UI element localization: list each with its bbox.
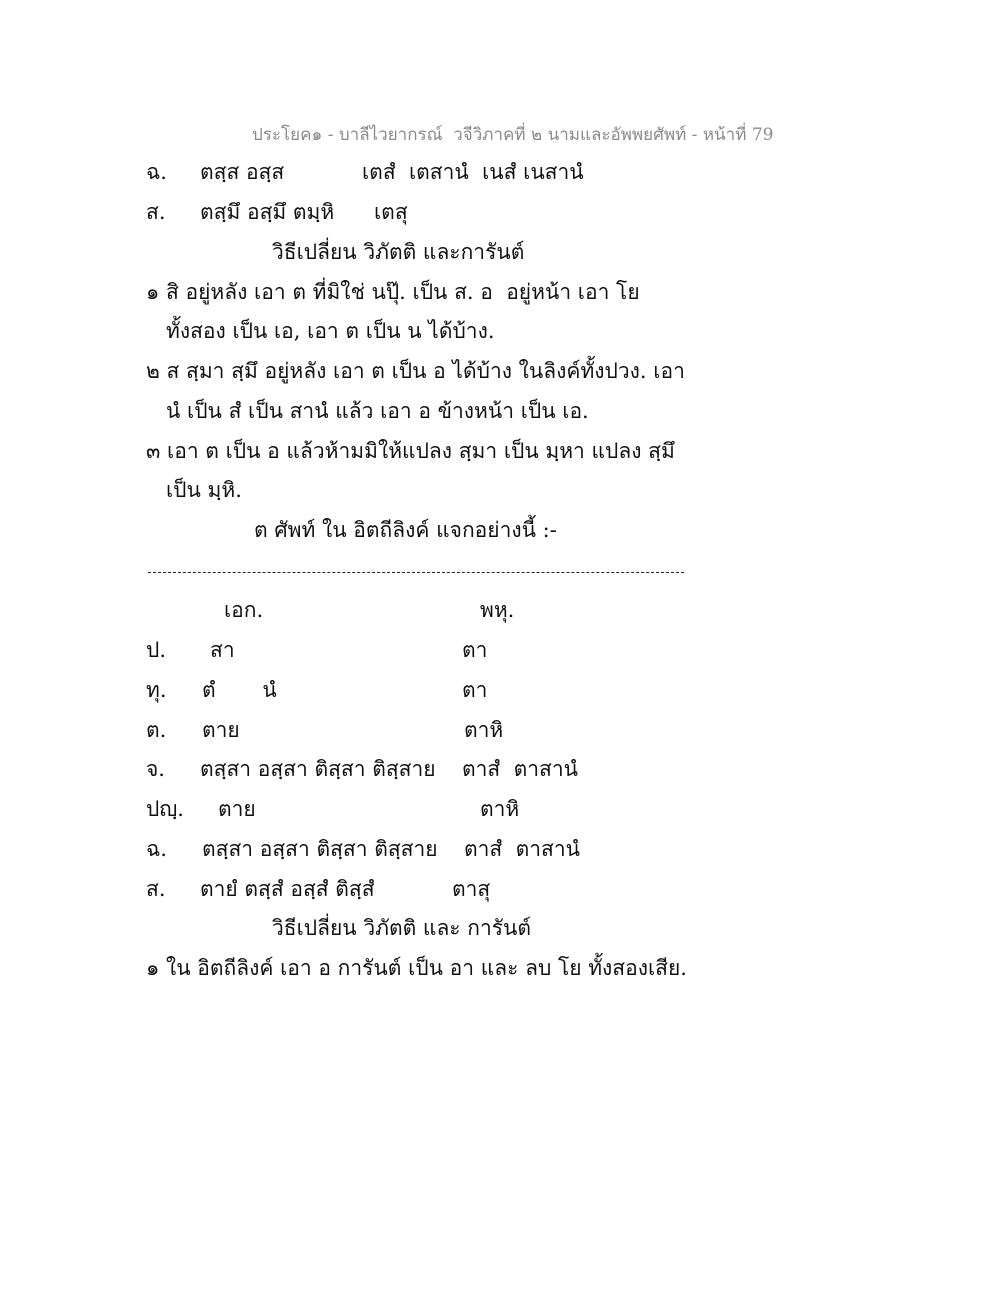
- plural-form: ตาสํ ตาสานํ: [462, 757, 578, 781]
- section-title: วิธีเปลี่ยน วิภัตติ และการันต์: [272, 240, 525, 264]
- singular-form: ตาย: [202, 718, 240, 742]
- plural-form: ตาหิ: [480, 797, 520, 821]
- case-label: ต.: [146, 718, 167, 742]
- case-label: ฉ.: [146, 837, 167, 861]
- rule-line: ทั้งสอง เป็น เอ, เอา ต เป็น น ได้บ้าง.: [166, 319, 495, 343]
- singular-form: ตสฺสา อสฺสา ติสฺสา ติสฺสาย: [202, 837, 438, 861]
- column-heading-plural: พหุ.: [480, 598, 515, 622]
- page-header: ประโยค๑ - บาลีไวยากรณ์ วจีวิภาคที่ ๒ นามและอัพพยศัพท์ - หน้าที่ 79: [252, 125, 774, 145]
- case-label: จ.: [146, 757, 165, 781]
- singular-form: ตํ นํ: [202, 678, 277, 702]
- singular-form: ตาย: [218, 797, 256, 821]
- rule-line: ๒ ส สฺมา สฺมึ อยู่หลัง เอา ต เป็น อ ได้บ้าง ในลิงค์ทั้งปวง. เอา: [146, 359, 685, 383]
- rule-line: เป็น มฺหิ.: [166, 478, 242, 502]
- plural-form: ตาสุ: [452, 877, 491, 901]
- case-label: ฉ.: [146, 160, 167, 184]
- case-label: ป.: [146, 638, 167, 662]
- singular-form: ตายํ ตสฺสํ อสฺสํ ติสฺสํ: [200, 877, 375, 901]
- case-label: ทุ.: [146, 678, 167, 702]
- case-label: ส.: [146, 877, 166, 901]
- plural-form: เตสํ เตสานํ เนสํ เนสานํ: [362, 160, 584, 184]
- case-label: ปญฺ.: [146, 797, 184, 821]
- rule-line: นํ เป็น สํ เป็น สานํ แล้ว เอา อ ข้างหน้า เป็น เอ.: [166, 399, 589, 423]
- singular-form: สา: [210, 638, 235, 662]
- singular-form: ตสฺส อสฺส: [200, 160, 285, 184]
- divider: [148, 572, 684, 573]
- singular-form: ตสฺสา อสฺสา ติสฺสา ติสฺสาย: [200, 757, 436, 781]
- singular-form: ตสฺมึ อสฺมึ ตมฺหิ: [200, 200, 335, 224]
- rule-line: ๑ สิ อยู่หลัง เอา ต ที่มิใช่ นปุ๊. เป็น ส. อ อยู่หน้า เอา โย: [146, 280, 640, 304]
- plural-form: ตา: [462, 678, 488, 702]
- section-title: วิธีเปลี่ยน วิภัตติ และ การันต์: [272, 916, 532, 940]
- plural-form: เตสุ: [374, 200, 408, 224]
- plural-form: ตา: [462, 638, 488, 662]
- plural-form: ตาหิ: [464, 718, 504, 742]
- plural-form: ตาสํ ตาสานํ: [464, 837, 580, 861]
- case-label: ส.: [146, 200, 166, 224]
- declension-intro: ต ศัพท์ ใน อิตถีลิงค์ แจกอย่างนี้ :-: [254, 518, 557, 542]
- column-heading-singular: เอก.: [224, 598, 264, 622]
- rule-line: ๑ ใน อิตถีลิงค์ เอา อ การันต์ เป็น อา และ ลบ โย ทั้งสองเสีย.: [146, 956, 687, 980]
- rule-line: ๓ เอา ต เป็น อ แล้วห้ามมิให้แปลง สฺมา เป็น มฺหา แปลง สฺมึ: [146, 439, 675, 463]
